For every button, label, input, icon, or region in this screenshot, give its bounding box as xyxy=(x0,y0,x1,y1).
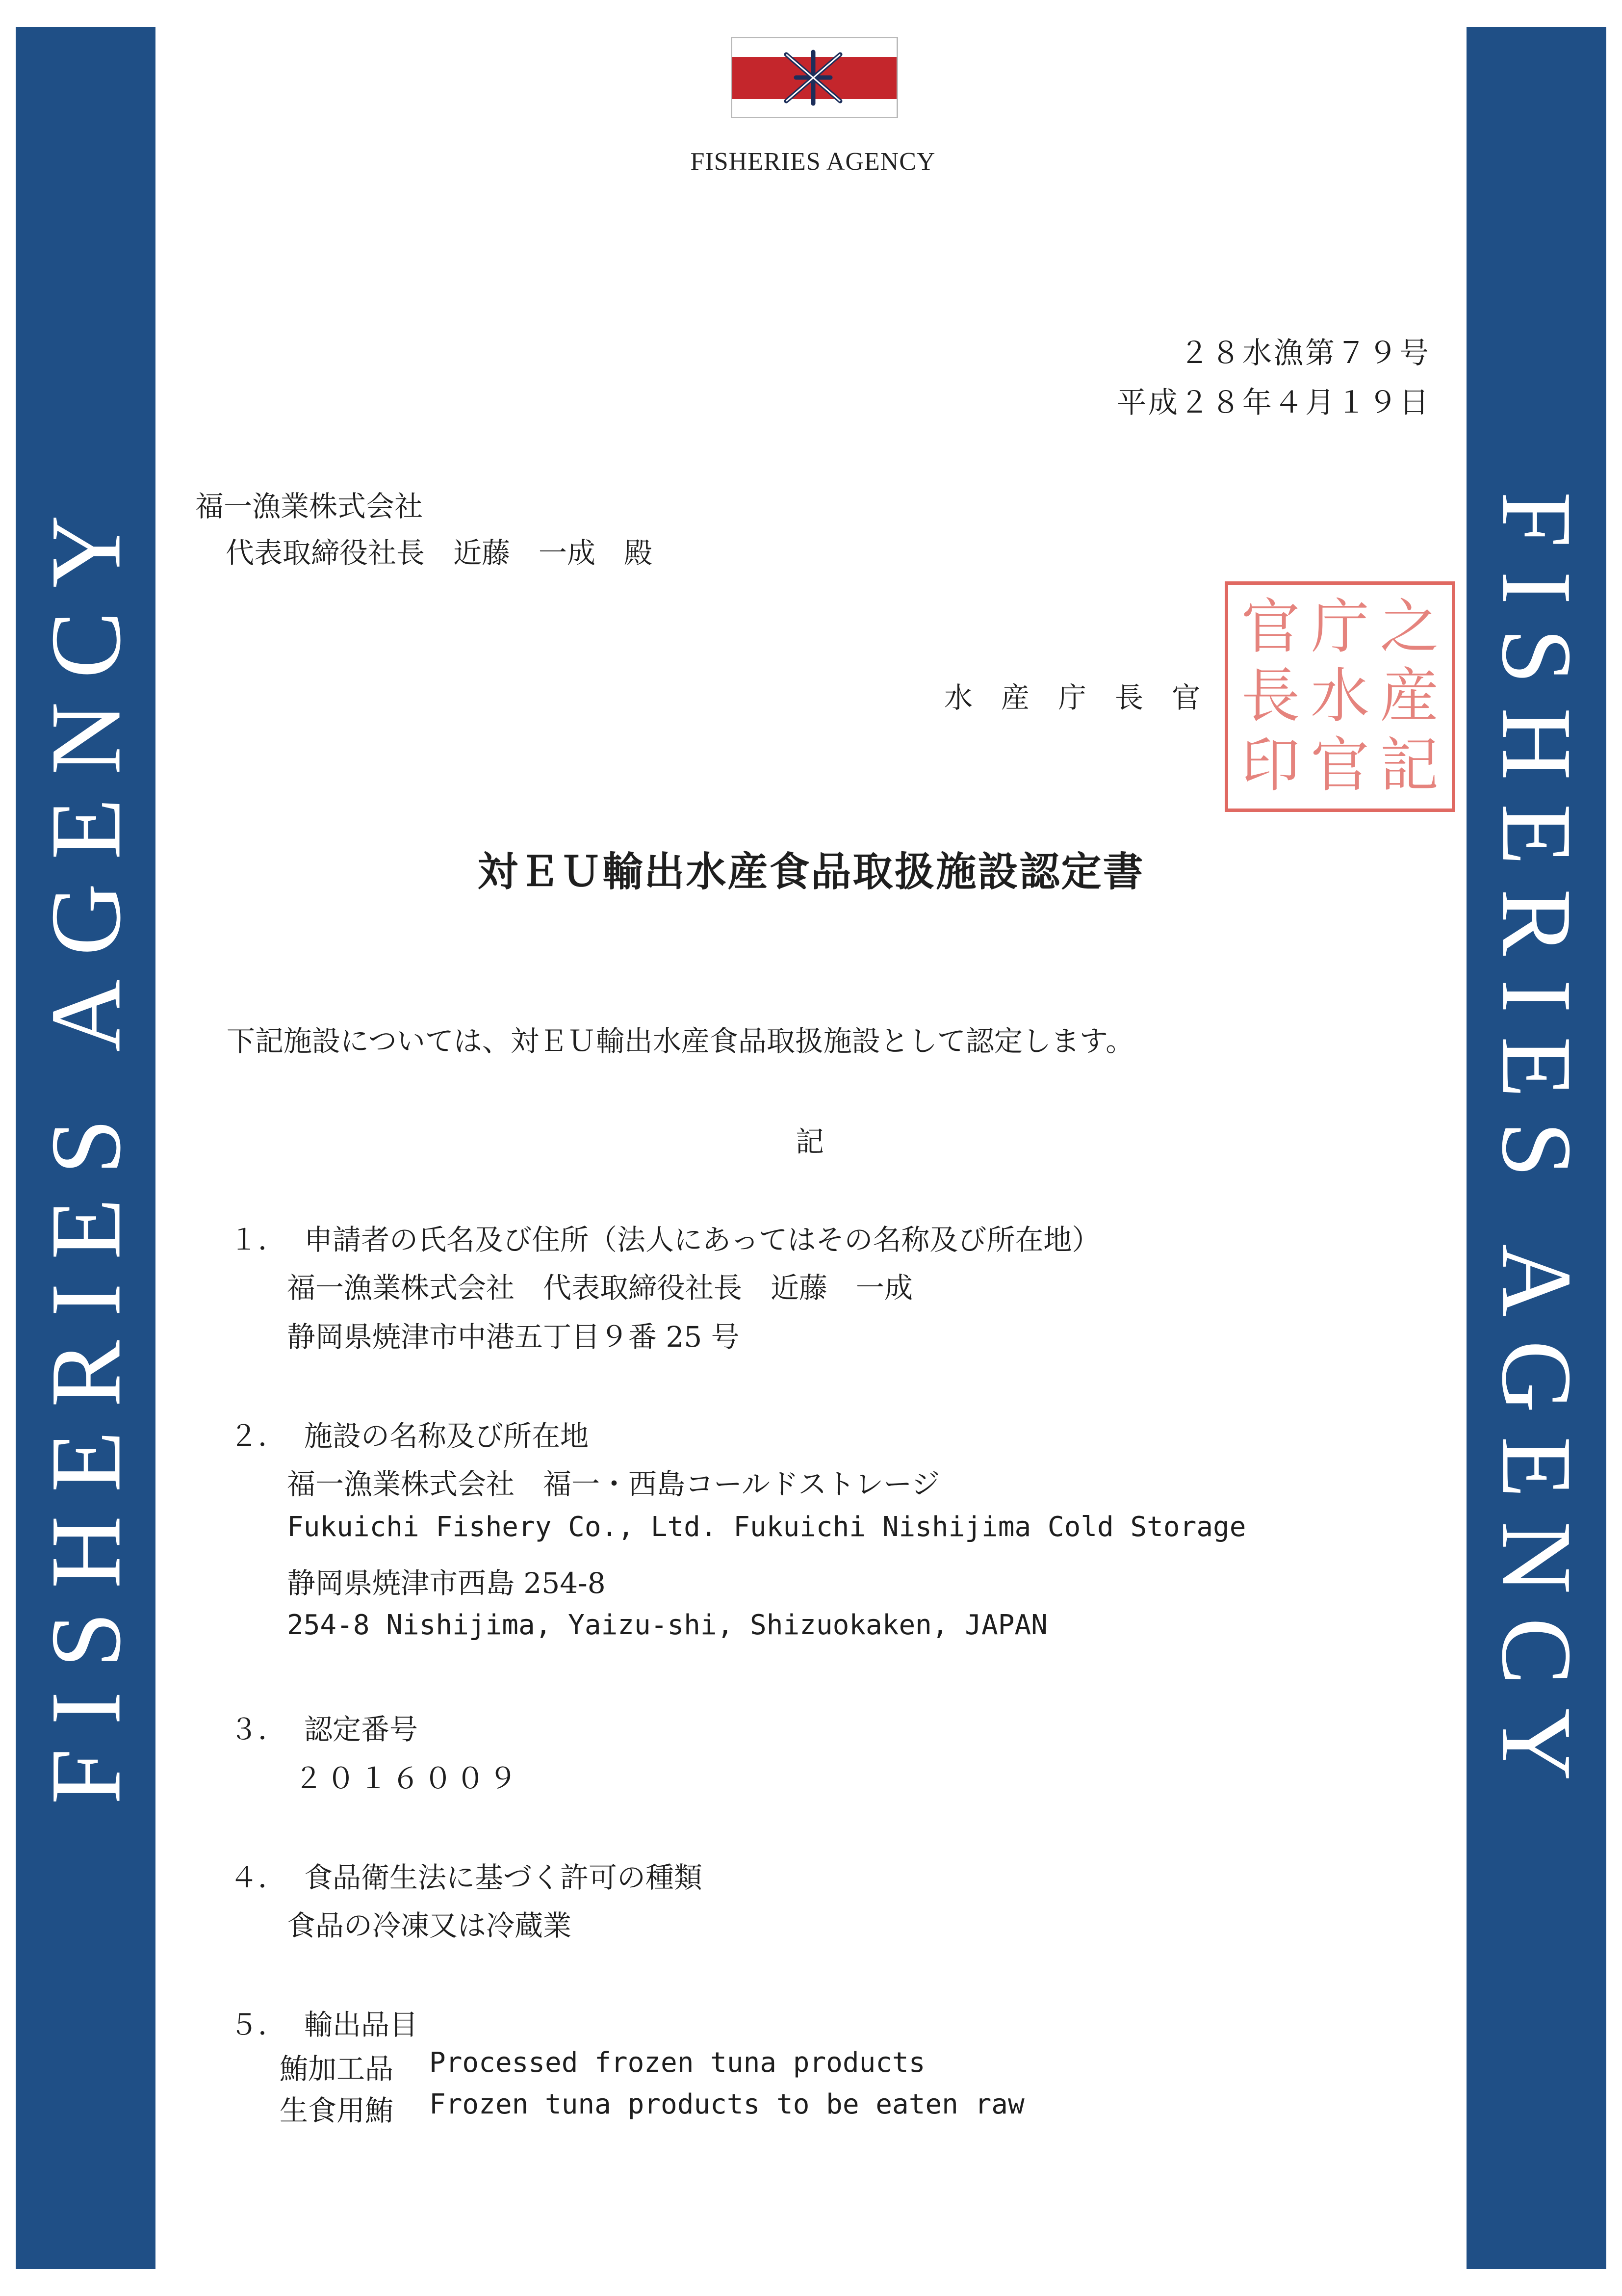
left-band-text: FISHERIES AGENCY xyxy=(30,492,141,1804)
fisheries-agency-flag-icon xyxy=(731,37,898,118)
intro-text: 下記施設については、対ＥＵ輸出水産食品取扱施設として認定します。 xyxy=(227,1024,1134,1058)
item-5-heading: 輸出品目 xyxy=(304,2008,418,2041)
item-2-line-3: 静岡県焼津市西島 254-8 xyxy=(287,1566,606,1600)
item-1-line-1: 福一漁業株式会社 代表取締役社長 近藤 一成 xyxy=(287,1271,913,1305)
official-seal-icon: 官 庁 之 長 水 産 印 官 記 xyxy=(1225,581,1455,812)
certification-number: ２０１６００９ xyxy=(294,1762,521,1795)
item-2-heading: 施設の名称及び所在地 xyxy=(304,1419,589,1453)
item-5-number: ５． xyxy=(230,2008,287,2041)
item-2-line-4: 254-8 Nishijima, Yaizu-shi, Shizuokaken, JAPAN xyxy=(287,1609,1048,1641)
item-2-line-1: 福一漁業株式会社 福一・西島コールドストレージ xyxy=(287,1467,940,1501)
product-1-en: Processed frozen tuna products xyxy=(429,2047,926,2079)
item-2-number: ２． xyxy=(230,1419,287,1453)
agency-name: FISHERIES AGENCY xyxy=(690,148,936,176)
item-1-number: １． xyxy=(230,1223,287,1256)
issuer-title: 水 産 庁 長 官 xyxy=(944,681,1201,714)
item-1-heading: 申請者の氏名及び住所（法人にあってはその名称及び所在地） xyxy=(304,1223,1101,1256)
issue-date: 平成２８年４月１９日 xyxy=(1117,386,1431,420)
item-4-heading: 食品衛生法に基づく許可の種類 xyxy=(304,1861,703,1894)
item-3-heading: 認定番号 xyxy=(304,1713,418,1746)
recipient-company: 福一漁業株式会社 xyxy=(195,490,423,523)
right-band-text: FISHERIES AGENCY xyxy=(1481,492,1592,1804)
item-2-line-2: Fukuichi Fishery Co., Ltd. Fukuichi Nishijima Cold Storage xyxy=(287,1511,1246,1543)
reference-number: ２８水漁第７９号 xyxy=(1180,336,1431,370)
item-1-line-2: 静岡県焼津市中港五丁目９番 25 号 xyxy=(287,1320,740,1354)
item-4-number: ４． xyxy=(230,1861,287,1894)
item-3-number: ３． xyxy=(230,1713,287,1746)
item-4-line-1: 食品の冷凍又は冷蔵業 xyxy=(287,1909,572,1942)
left-side-band xyxy=(16,27,155,2269)
product-2-en: Frozen tuna products to be eaten raw xyxy=(429,2088,1025,2120)
right-side-band xyxy=(1467,27,1606,2269)
product-1-jp: 鮪加工品 xyxy=(280,2052,394,2086)
document-title: 対ＥＵ輸出水産食品取扱施設認定書 xyxy=(477,848,1145,895)
product-2-jp: 生食用鮪 xyxy=(280,2094,394,2127)
ki-heading: 記 xyxy=(796,1125,824,1158)
recipient-person: 代表取締役社長 近藤 一成 殿 xyxy=(226,536,653,570)
